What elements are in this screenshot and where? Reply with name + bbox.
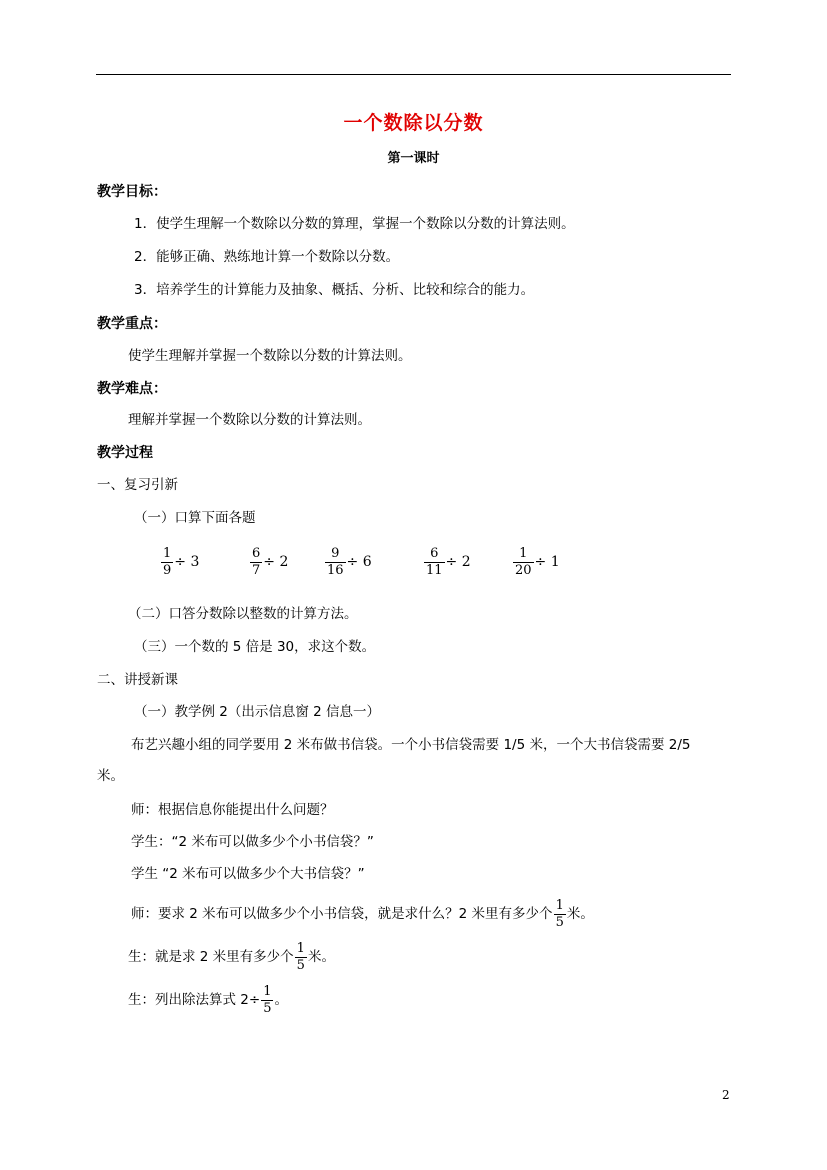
difficulty-heading: 教学难点： [97,381,167,397]
fraction: $\frac{1}{9}$ [163,546,172,578]
exercise-item: $\frac{1}{9}$ ÷ 3 [163,546,200,578]
difficulty-text: 理解并掌握一个数除以分数的计算法则。 [128,412,371,428]
sub-word-problem: （三）一个数的 5 倍是 30，求这个数。 [134,639,376,655]
example-paragraph-line1: 布艺兴趣小组的同学要用 2 米布做书信袋。一个小书信袋需要 1/5 米，一个大书信袋需要 2/5 [131,737,691,753]
example-paragraph-line2: 米。 [97,768,124,784]
page-number: 2 [722,1088,730,1102]
dialog-teacher-question: 师：根据信息你能提出什么问题？ [131,802,334,818]
page-title: 一个数除以分数 [343,112,484,134]
goal-item-2: 2．能够正确、熟练地计算一个数除以分数。 [134,249,400,265]
fraction: $\frac{1}{5}$ [296,941,305,973]
header-rule [96,74,731,75]
fraction: $\frac{1}{5}$ [263,984,272,1016]
dialog-student-answer: 生：就是求 2 米里有多少个 $\frac{1}{5}$ 米。 [128,941,335,973]
sub-mental-math: （一）口算下面各题 [134,510,256,526]
dialog-teacher-prompt: 师：要求 2 米布可以做多少个小书信袋，就是求什么？2 米里有多少个 $\frac{1}{5}$ 米。 [131,898,594,930]
exercise-item: $\frac{1}{20}$ ÷ 1 [515,546,560,578]
page-subtitle: 第一课时 [387,151,440,166]
section-review: 一、复习引新 [97,477,178,493]
fraction: $\frac{9}{16}$ [327,546,344,578]
fraction: $\frac{6}{7}$ [252,546,261,578]
section-new-lesson: 二、讲授新课 [97,672,178,688]
fraction: $\frac{6}{11}$ [426,546,443,578]
key-point-heading: 教学重点： [97,316,167,332]
goal-item-3: 3．培养学生的计算能力及抽象、概括、分析、比较和综合的能力。 [134,282,535,298]
dialog-student-question-2: 学生 “2 米布可以做多少个大书信袋？” [131,866,365,882]
sub-example: （一）教学例 2（出示信息窗 2 信息一） [134,704,381,720]
goals-heading: 教学目标： [97,184,167,200]
key-point-text: 使学生理解并掌握一个数除以分数的计算法则。 [128,348,412,364]
process-heading: 教学过程 [97,445,153,461]
fraction: $\frac{1}{20}$ [515,546,532,578]
dialog-student-expression: 生：列出除法算式 2÷ $\frac{1}{5}$ 。 [128,984,288,1016]
exercise-item: $\frac{6}{11}$ ÷ 2 [426,546,471,578]
goal-item-1: 1．使学生理解一个数除以分数的算理，掌握一个数除以分数的计算法则。 [134,216,575,232]
sub-oral-method: （二）口答分数除以整数的计算方法。 [128,606,358,622]
exercise-item: $\frac{9}{16}$ ÷ 6 [327,546,372,578]
exercise-item: $\frac{6}{7}$ ÷ 2 [252,546,289,578]
fraction: $\frac{1}{5}$ [555,898,564,930]
dialog-student-question-1: 学生：“2 米布可以做多少个小书信袋？” [131,834,374,850]
